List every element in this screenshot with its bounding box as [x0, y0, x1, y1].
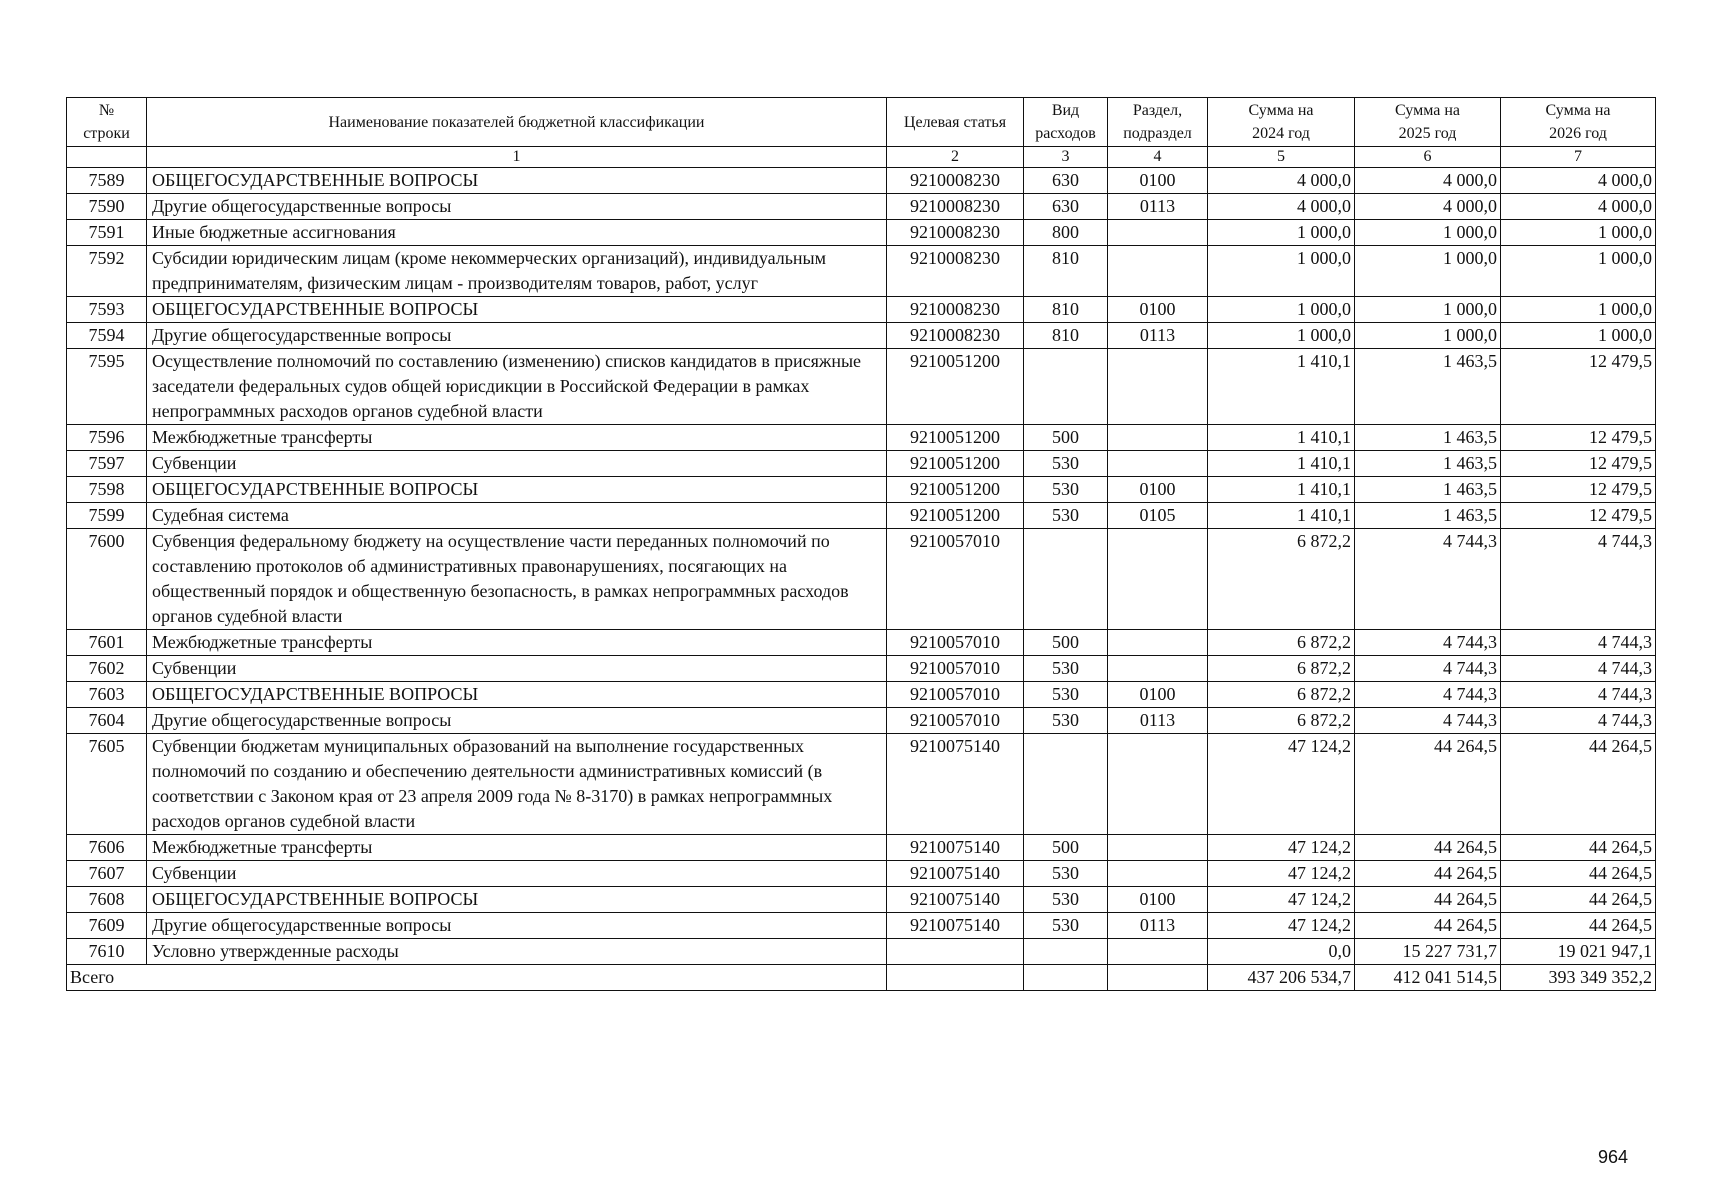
section-cell: [1108, 656, 1208, 682]
sum-2026-cell: 12 479,5: [1501, 477, 1656, 503]
table-row: [67, 913, 1656, 939]
indicator-name-cell: ОБЩЕГОСУДАРСТВЕННЫЕ ВОПРОСЫ: [147, 887, 887, 913]
row-number-cell: 7608: [67, 887, 147, 913]
expense-type-cell: 810: [1024, 297, 1108, 323]
indicator-name-cell: Межбюджетные трансферты: [147, 425, 887, 451]
target-article-cell: 9210008230: [887, 220, 1024, 246]
sum-2024-cell: 1 410,1: [1208, 451, 1355, 477]
indicator-name-cell: Субвенция федеральному бюджету на осуществление части переданных полномочий по составлению протоколов об административных правонарушениях, посягающих на общественный порядок и общественную безопасность, в рамках непрограммных расходов органов судебной власти: [147, 529, 887, 630]
target-article-cell: 9210008230: [887, 194, 1024, 220]
sum-2024-cell: 47 124,2: [1208, 734, 1355, 835]
row-number-cell: 7599: [67, 503, 147, 529]
expense-type-cell: [1024, 529, 1108, 630]
sum-2025-cell: 1 463,5: [1355, 349, 1501, 425]
table-row: [67, 451, 1656, 477]
row-number-cell: 7610: [67, 939, 147, 965]
row-number-cell: 7609: [67, 913, 147, 939]
target-article-cell: 9210051200: [887, 425, 1024, 451]
sum-2026-cell: 4 000,0: [1501, 194, 1656, 220]
row-number-cell: 7601: [67, 630, 147, 656]
row-number-cell: 7603: [67, 682, 147, 708]
row-number-cell: 7600: [67, 529, 147, 630]
total-empty-cell: [887, 965, 1024, 991]
section-cell: [1108, 425, 1208, 451]
sum-2024-cell: 1 000,0: [1208, 323, 1355, 349]
sum-2026-cell: 12 479,5: [1501, 451, 1656, 477]
target-article-cell: 9210057010: [887, 656, 1024, 682]
expense-type-cell: 810: [1024, 323, 1108, 349]
target-article-cell: 9210057010: [887, 708, 1024, 734]
sum-2024-cell: 1 410,1: [1208, 477, 1355, 503]
table-row: [67, 630, 1656, 656]
sum-2024-cell: 1 410,1: [1208, 503, 1355, 529]
sum-2026-cell: 12 479,5: [1501, 503, 1656, 529]
row-number-cell: 7604: [67, 708, 147, 734]
indicator-name-cell: Другие общегосударственные вопросы: [147, 194, 887, 220]
target-article-cell: 9210057010: [887, 529, 1024, 630]
header-name: Наименование показателей бюджетной классификации: [147, 98, 887, 147]
sum-2024-cell: 47 124,2: [1208, 835, 1355, 861]
target-article-cell: 9210075140: [887, 861, 1024, 887]
sum-2025-cell: 1 463,5: [1355, 503, 1501, 529]
indicator-name-cell: Субвенции: [147, 451, 887, 477]
section-cell: [1108, 349, 1208, 425]
table-row: [67, 323, 1656, 349]
target-article-cell: 9210051200: [887, 503, 1024, 529]
expense-type-cell: 530: [1024, 451, 1108, 477]
section-cell: 0105: [1108, 503, 1208, 529]
sum-2024-cell: 6 872,2: [1208, 682, 1355, 708]
sum-2024-cell: 1 000,0: [1208, 246, 1355, 297]
col-number: 2: [887, 147, 1024, 168]
row-number-cell: 7598: [67, 477, 147, 503]
table-row: [67, 734, 1656, 835]
target-article-cell: 9210051200: [887, 477, 1024, 503]
header-section: Раздел, подраздел: [1108, 98, 1208, 147]
section-cell: 0113: [1108, 194, 1208, 220]
col-number: 1: [147, 147, 887, 168]
section-cell: [1108, 630, 1208, 656]
sum-2024-cell: 6 872,2: [1208, 529, 1355, 630]
table-row: [67, 529, 1656, 630]
section-cell: [1108, 835, 1208, 861]
sum-2024-cell: 47 124,2: [1208, 913, 1355, 939]
target-article-cell: 9210008230: [887, 323, 1024, 349]
sum-2026-cell: 44 264,5: [1501, 887, 1656, 913]
expense-type-cell: 530: [1024, 861, 1108, 887]
sum-2024-cell: 1 000,0: [1208, 220, 1355, 246]
table-row: [67, 246, 1656, 297]
sum-2025-cell: 15 227 731,7: [1355, 939, 1501, 965]
sum-2026-cell: 1 000,0: [1501, 323, 1656, 349]
table-row: [67, 477, 1656, 503]
table-row: [67, 425, 1656, 451]
sum-2025-cell: 1 000,0: [1355, 246, 1501, 297]
total-sum-2024: 437 206 534,7: [1208, 965, 1355, 991]
row-number-cell: 7606: [67, 835, 147, 861]
row-number-cell: 7605: [67, 734, 147, 835]
section-cell: [1108, 939, 1208, 965]
sum-2026-cell: 4 744,3: [1501, 630, 1656, 656]
table-body: [67, 168, 1656, 965]
sum-2026-cell: 19 021 947,1: [1501, 939, 1656, 965]
total-empty-cell: [1024, 965, 1108, 991]
row-number-cell: 7592: [67, 246, 147, 297]
indicator-name-cell: Субвенции: [147, 656, 887, 682]
expense-type-cell: 630: [1024, 194, 1108, 220]
sum-2026-cell: 1 000,0: [1501, 297, 1656, 323]
table-row: [67, 168, 1656, 194]
sum-2025-cell: 44 264,5: [1355, 913, 1501, 939]
indicator-name-cell: ОБЩЕГОСУДАРСТВЕННЫЕ ВОПРОСЫ: [147, 168, 887, 194]
sum-2025-cell: 1 000,0: [1355, 297, 1501, 323]
expense-type-cell: [1024, 349, 1108, 425]
expense-type-cell: 530: [1024, 887, 1108, 913]
sum-2024-cell: 4 000,0: [1208, 194, 1355, 220]
sum-2025-cell: 44 264,5: [1355, 734, 1501, 835]
sum-2026-cell: 1 000,0: [1501, 220, 1656, 246]
sum-2026-cell: 44 264,5: [1501, 734, 1656, 835]
sum-2025-cell: 1 463,5: [1355, 477, 1501, 503]
sum-2025-cell: 4 744,3: [1355, 656, 1501, 682]
indicator-name-cell: ОБЩЕГОСУДАРСТВЕННЫЕ ВОПРОСЫ: [147, 297, 887, 323]
table-row: [67, 682, 1656, 708]
col-number: 6: [1355, 147, 1501, 168]
table-row: [67, 503, 1656, 529]
total-sum-2026: 393 349 352,2: [1501, 965, 1656, 991]
header-row-no: № строки: [67, 98, 147, 147]
expense-type-cell: 630: [1024, 168, 1108, 194]
indicator-name-cell: Осуществление полномочий по составлению (изменению) списков кандидатов в присяжные заседатели федеральных судов общей юрисдикции в Российской Федерации в рамках непрограммных расходов органов судебной власти: [147, 349, 887, 425]
sum-2026-cell: 4 000,0: [1501, 168, 1656, 194]
section-cell: [1108, 734, 1208, 835]
expense-type-cell: [1024, 734, 1108, 835]
sum-2025-cell: 4 744,3: [1355, 682, 1501, 708]
sum-2026-cell: 4 744,3: [1501, 656, 1656, 682]
target-article-cell: 9210075140: [887, 734, 1024, 835]
row-number-cell: 7589: [67, 168, 147, 194]
col-number: [67, 147, 147, 168]
indicator-name-cell: Условно утвержденные расходы: [147, 939, 887, 965]
sum-2025-cell: 44 264,5: [1355, 835, 1501, 861]
sum-2024-cell: 6 872,2: [1208, 656, 1355, 682]
table-row: [67, 887, 1656, 913]
total-label: Всего: [67, 965, 887, 991]
sum-2025-cell: 44 264,5: [1355, 861, 1501, 887]
target-article-cell: 9210008230: [887, 246, 1024, 297]
total-row: [67, 965, 1656, 991]
indicator-name-cell: Межбюджетные трансферты: [147, 630, 887, 656]
target-article-cell: 9210051200: [887, 451, 1024, 477]
col-number: 7: [1501, 147, 1656, 168]
sum-2025-cell: 1 000,0: [1355, 323, 1501, 349]
sum-2024-cell: 47 124,2: [1208, 861, 1355, 887]
column-number-row: [67, 147, 1656, 168]
target-article-cell: 9210057010: [887, 682, 1024, 708]
table-row: [67, 220, 1656, 246]
sum-2025-cell: 1 463,5: [1355, 425, 1501, 451]
expense-type-cell: 530: [1024, 477, 1108, 503]
table-row: [67, 861, 1656, 887]
sum-2026-cell: 44 264,5: [1501, 913, 1656, 939]
sum-2024-cell: 1 410,1: [1208, 425, 1355, 451]
sum-2024-cell: 4 000,0: [1208, 168, 1355, 194]
row-number-cell: 7590: [67, 194, 147, 220]
table-row: [67, 939, 1656, 965]
row-number-cell: 7595: [67, 349, 147, 425]
section-cell: [1108, 529, 1208, 630]
sum-2025-cell: 1 463,5: [1355, 451, 1501, 477]
expense-type-cell: 530: [1024, 656, 1108, 682]
indicator-name-cell: Судебная система: [147, 503, 887, 529]
indicator-name-cell: Другие общегосударственные вопросы: [147, 913, 887, 939]
expense-type-cell: 500: [1024, 835, 1108, 861]
indicator-name-cell: Субсидии юридическим лицам (кроме некоммерческих организаций), индивидуальным предпринимателям, физическим лицам - производителям товаров, работ, услуг: [147, 246, 887, 297]
sum-2025-cell: 4 744,3: [1355, 708, 1501, 734]
indicator-name-cell: Субвенции бюджетам муниципальных образований на выполнение государственных полномочий по созданию и обеспечению деятельности административных комиссий (в соответствии с Законом края от 23 апреля 2009 года № 8-3170) в рамках непрограммных расходов органов судебной власти: [147, 734, 887, 835]
sum-2025-cell: 4 744,3: [1355, 529, 1501, 630]
header-row: [67, 98, 1656, 147]
expense-type-cell: [1024, 939, 1108, 965]
header-sum-2026: Сумма на 2026 год: [1501, 98, 1656, 147]
indicator-name-cell: Субвенции: [147, 861, 887, 887]
header-expense-type: Вид расходов: [1024, 98, 1108, 147]
row-number-cell: 7593: [67, 297, 147, 323]
indicator-name-cell: ОБЩЕГОСУДАРСТВЕННЫЕ ВОПРОСЫ: [147, 682, 887, 708]
section-cell: 0113: [1108, 708, 1208, 734]
row-number-cell: 7594: [67, 323, 147, 349]
header-sum-2025: Сумма на 2025 год: [1355, 98, 1501, 147]
section-cell: 0100: [1108, 887, 1208, 913]
expense-type-cell: 500: [1024, 425, 1108, 451]
total-sum-2025: 412 041 514,5: [1355, 965, 1501, 991]
target-article-cell: 9210008230: [887, 168, 1024, 194]
col-number: 5: [1208, 147, 1355, 168]
sum-2025-cell: 4 000,0: [1355, 194, 1501, 220]
section-cell: 0113: [1108, 913, 1208, 939]
sum-2025-cell: 44 264,5: [1355, 887, 1501, 913]
indicator-name-cell: Другие общегосударственные вопросы: [147, 323, 887, 349]
target-article-cell: 9210075140: [887, 913, 1024, 939]
section-cell: 0100: [1108, 682, 1208, 708]
sum-2025-cell: 1 000,0: [1355, 220, 1501, 246]
sum-2024-cell: 1 410,1: [1208, 349, 1355, 425]
sum-2024-cell: 0,0: [1208, 939, 1355, 965]
indicator-name-cell: ОБЩЕГОСУДАРСТВЕННЫЕ ВОПРОСЫ: [147, 477, 887, 503]
sum-2026-cell: 12 479,5: [1501, 425, 1656, 451]
table-row: [67, 708, 1656, 734]
row-number-cell: 7602: [67, 656, 147, 682]
row-number-cell: 7597: [67, 451, 147, 477]
table-row: [67, 349, 1656, 425]
sum-2025-cell: 4 744,3: [1355, 630, 1501, 656]
budget-table-sheet: [66, 97, 1655, 991]
expense-type-cell: 800: [1024, 220, 1108, 246]
table-row: [67, 835, 1656, 861]
sum-2024-cell: 6 872,2: [1208, 630, 1355, 656]
section-cell: [1108, 451, 1208, 477]
sum-2024-cell: 6 872,2: [1208, 708, 1355, 734]
total-empty-cell: [1108, 965, 1208, 991]
header-target: Целевая статья: [887, 98, 1024, 147]
target-article-cell: [887, 939, 1024, 965]
row-number-cell: 7596: [67, 425, 147, 451]
table-row: [67, 297, 1656, 323]
expense-type-cell: 530: [1024, 503, 1108, 529]
target-article-cell: 9210075140: [887, 887, 1024, 913]
indicator-name-cell: Межбюджетные трансферты: [147, 835, 887, 861]
expense-type-cell: 530: [1024, 708, 1108, 734]
sum-2026-cell: 4 744,3: [1501, 529, 1656, 630]
sum-2025-cell: 4 000,0: [1355, 168, 1501, 194]
target-article-cell: 9210051200: [887, 349, 1024, 425]
sum-2026-cell: 44 264,5: [1501, 861, 1656, 887]
target-article-cell: 9210057010: [887, 630, 1024, 656]
sum-2024-cell: 1 000,0: [1208, 297, 1355, 323]
target-article-cell: 9210075140: [887, 835, 1024, 861]
sum-2026-cell: 4 744,3: [1501, 708, 1656, 734]
sum-2026-cell: 44 264,5: [1501, 835, 1656, 861]
sum-2026-cell: 12 479,5: [1501, 349, 1656, 425]
expense-type-cell: 500: [1024, 630, 1108, 656]
section-cell: 0100: [1108, 168, 1208, 194]
indicator-name-cell: Другие общегосударственные вопросы: [147, 708, 887, 734]
expense-type-cell: 530: [1024, 913, 1108, 939]
section-cell: [1108, 246, 1208, 297]
table-row: [67, 194, 1656, 220]
header-sum-2024: Сумма на 2024 год: [1208, 98, 1355, 147]
indicator-name-cell: Иные бюджетные ассигнования: [147, 220, 887, 246]
section-cell: [1108, 220, 1208, 246]
row-number-cell: 7591: [67, 220, 147, 246]
col-number: 4: [1108, 147, 1208, 168]
page-number: 964: [1598, 1147, 1629, 1167]
section-cell: 0100: [1108, 477, 1208, 503]
section-cell: [1108, 861, 1208, 887]
col-number: 3: [1024, 147, 1108, 168]
target-article-cell: 9210008230: [887, 297, 1024, 323]
sum-2024-cell: 47 124,2: [1208, 887, 1355, 913]
budget-table: [66, 97, 1656, 991]
table-row: [67, 656, 1656, 682]
expense-type-cell: 530: [1024, 682, 1108, 708]
section-cell: 0113: [1108, 323, 1208, 349]
expense-type-cell: 810: [1024, 246, 1108, 297]
sum-2026-cell: 4 744,3: [1501, 682, 1656, 708]
sum-2026-cell: 1 000,0: [1501, 246, 1656, 297]
section-cell: 0100: [1108, 297, 1208, 323]
row-number-cell: 7607: [67, 861, 147, 887]
